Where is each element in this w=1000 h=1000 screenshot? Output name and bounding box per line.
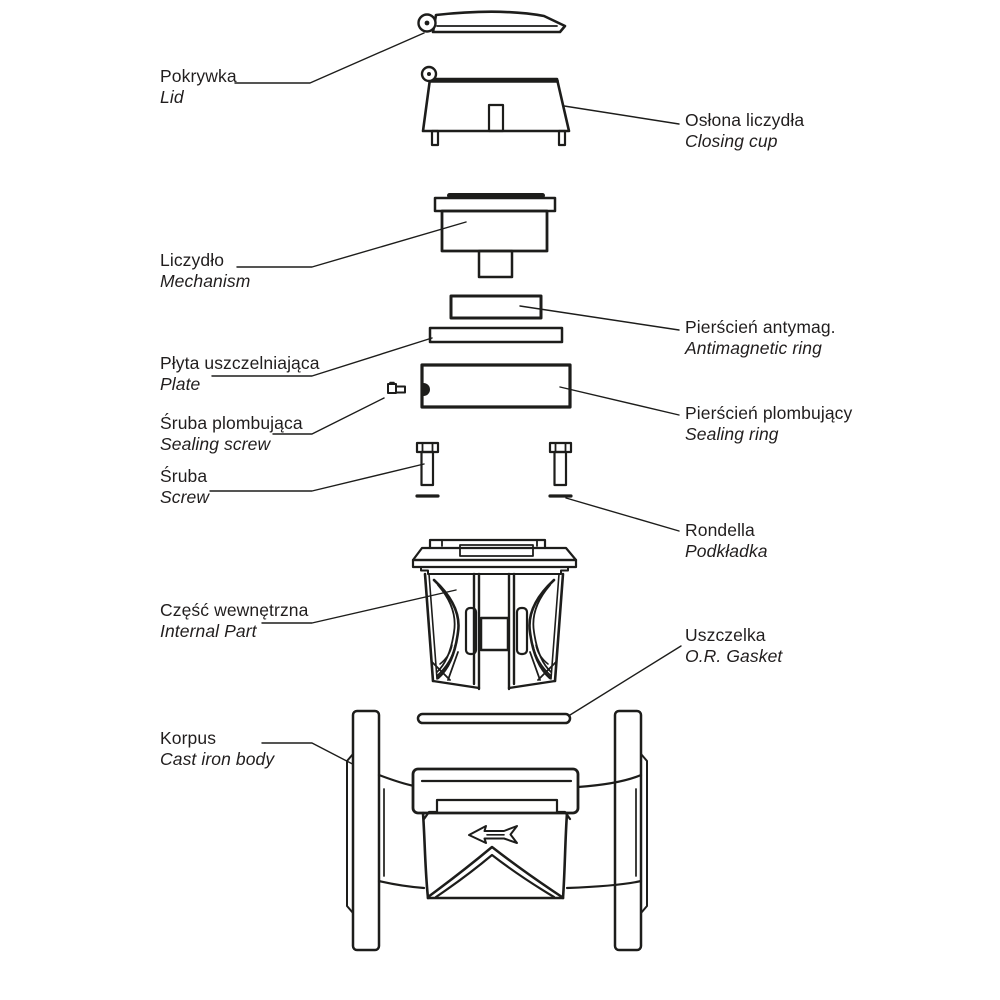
label-plate: [160, 353, 320, 394]
label-internal-part-secondary: Internal Part: [160, 620, 257, 641]
label-screw-primary: Śruba: [160, 466, 208, 486]
label-internal-part: [160, 600, 308, 641]
label-cast-iron-body-secondary: Cast iron body: [160, 748, 275, 769]
label-closing-cup-secondary: Closing cup: [685, 130, 778, 151]
label-lid: [160, 66, 237, 107]
screw-right-drawing: [550, 443, 571, 485]
label-antimagnetic-ring: [685, 317, 836, 358]
mechanism-drawing: [435, 193, 555, 277]
label-cast-iron-body-primary: Korpus: [160, 728, 217, 748]
closing-cup-drawing: [422, 67, 569, 145]
flow-direction-arrow-icon: [469, 826, 517, 843]
label-internal-part-primary: Część wewnętrzna: [160, 600, 309, 620]
label-sealing-screw: [160, 413, 303, 454]
label-cast-iron-body: [160, 728, 274, 769]
label-screw-secondary: Screw: [160, 486, 210, 507]
cast-iron-body-drawing: [347, 711, 647, 950]
label-washer-secondary: Podkładka: [685, 540, 768, 561]
leader-mechanism: [237, 222, 466, 267]
leader-sealing-ring: [560, 387, 679, 415]
label-mechanism: [160, 250, 250, 291]
label-lid-secondary: Lid: [160, 86, 184, 107]
label-antimagnetic-ring-secondary: Antimagnetic ring: [685, 337, 822, 358]
gasket-drawing: [418, 714, 570, 723]
label-plate-primary: Płyta uszczelniająca: [160, 353, 320, 373]
label-gasket: [685, 625, 782, 666]
screw-left-drawing: [417, 443, 438, 485]
leader-screw: [210, 464, 424, 491]
label-closing-cup-primary: Osłona liczydła: [685, 110, 805, 130]
sealing-screw-drawing: [388, 383, 405, 394]
label-screw: [160, 466, 209, 507]
label-sealing-ring: [685, 403, 852, 444]
leader-washer: [566, 498, 679, 531]
label-gasket-secondary: O.R. Gasket: [685, 645, 783, 666]
label-washer: [685, 520, 768, 561]
label-plate-secondary: Plate: [160, 373, 201, 394]
internal-part-drawing: [413, 540, 576, 689]
label-washer-primary: Rondella: [685, 520, 755, 540]
label-gasket-primary: Uszczelka: [685, 625, 766, 645]
label-sealing-ring-primary: Pierścień plombujący: [685, 403, 853, 423]
label-mechanism-secondary: Mechanism: [160, 270, 251, 291]
lid-drawing: [419, 12, 566, 32]
plate-drawing: [430, 328, 562, 342]
label-antimagnetic-ring-primary: Pierścień antymag.: [685, 317, 836, 337]
label-lid-primary: Pokrywka: [160, 66, 237, 86]
label-sealing-ring-secondary: Sealing ring: [685, 423, 779, 444]
sealing-ring-drawing: [422, 365, 570, 407]
label-mechanism-primary: Liczydło: [160, 250, 225, 270]
leader-gasket: [570, 646, 681, 715]
label-sealing-screw-secondary: Sealing screw: [160, 433, 271, 454]
label-closing-cup: [685, 110, 804, 151]
leader-lid: [235, 33, 424, 83]
leader-antimagnetic-ring: [520, 306, 679, 330]
label-sealing-screw-primary: Śruba plombująca: [160, 413, 303, 433]
